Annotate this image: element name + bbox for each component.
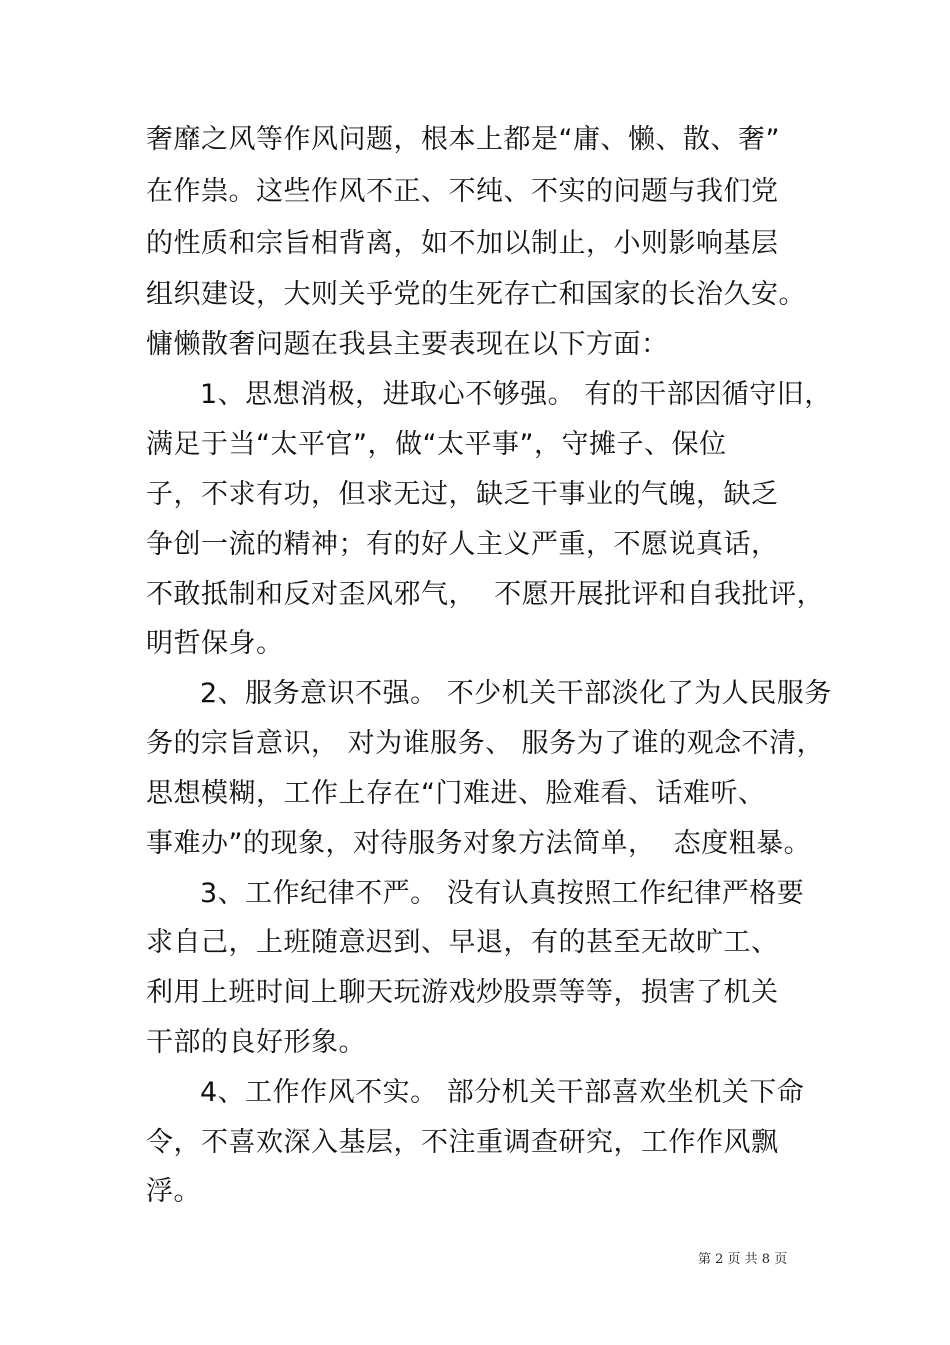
- text-line: 组织建设，大则关乎党的生死存亡和国家的长治久安。: [146, 279, 806, 310]
- text-line: 争创一流的精神；有的好人主义严重，不愿说真话，: [146, 529, 779, 560]
- text-line: 3、工作纪律不严。 没有认真按照工作纪律严格要: [200, 878, 805, 909]
- text-line: 浮。: [146, 1176, 201, 1207]
- text-line: 1、思想消极，进取心不够强。 有的干部因循守旧，: [200, 379, 832, 410]
- text-line: 令，不喜欢深入基层，不注重调查研究，工作作风飘: [146, 1127, 779, 1158]
- text-line: 思想模糊，工作上存在“门难进、脸难看、话难听、: [146, 778, 766, 809]
- text-line: 不敢抵制和反对歪风邪气， 不愿开展批评和自我批评，: [146, 579, 825, 610]
- page-number: 第 2 页 共 8 页: [698, 1252, 788, 1267]
- text-line: 干部的良好形象。: [146, 1027, 366, 1058]
- text-line: 子，不求有功，但求无过，缺乏干事业的气魄，缺乏: [146, 479, 779, 510]
- text-line: 利用上班时间上聊天玩游戏炒股票等等，损害了机关: [146, 977, 779, 1008]
- text-line: 4、工作作风不实。 部分机关干部喜欢坐机关下命: [200, 1077, 805, 1108]
- text-line: 奢靡之风等作风问题，根本上都是“庸、懒、散、奢”: [146, 124, 780, 155]
- text-line: 的性质和宗旨相背离，如不加以制止，小则影响基层: [146, 228, 779, 259]
- text-line: 慵懒散奢问题在我县主要表现在以下方面：: [146, 329, 669, 360]
- text-line: 事难办”的现象，对待服务对象方法简单， 态度粗暴。: [146, 828, 812, 859]
- text-line: 务的宗旨意识， 对为谁服务、 服务为了谁的观念不清，: [146, 728, 825, 759]
- text-line: 2、服务意识不强。 不少机关干部淡化了为人民服务: [200, 678, 832, 709]
- text-line: 求自己，上班随意迟到、早退，有的甚至无故旷工、: [146, 927, 779, 958]
- text-line: 在作祟。这些作风不正、不纯、不实的问题与我们党: [146, 176, 779, 207]
- text-line: 满足于当“太平官”，做“太平事”，守摊子、保位: [146, 429, 727, 460]
- text-line: 明哲保身。: [146, 628, 284, 659]
